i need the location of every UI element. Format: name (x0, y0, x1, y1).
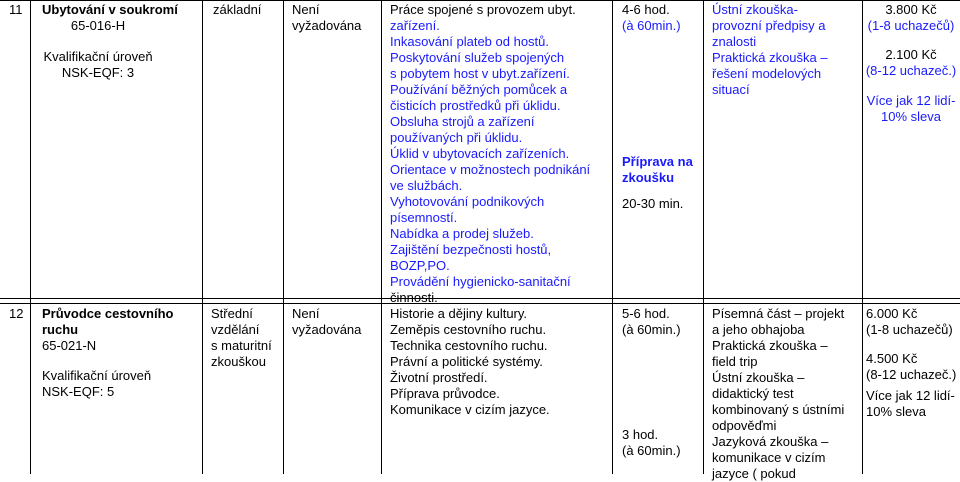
course-code: 65-016-H (70, 18, 126, 33)
exam-cell (712, 306, 844, 482)
exam-line: field trip (712, 354, 758, 369)
course-title: Ubytování v soukromí (42, 2, 178, 17)
preparation-label: Příprava na (622, 154, 693, 169)
price-note: Více jak 12 lidí- (866, 93, 956, 108)
requirement-text: Není (292, 2, 320, 17)
course-cell (42, 2, 178, 81)
exam-line: Jazyková zkouška – (712, 434, 829, 449)
qualification-level-label: Kvalifikační úroveň (42, 368, 152, 383)
hours-cell (622, 2, 681, 34)
price-cell (862, 2, 960, 125)
exam-line: Ústní zkouška- (712, 2, 798, 17)
exam-line: komunikace v cizím (712, 450, 826, 465)
exam-line: Písemná část – projekt (712, 306, 845, 321)
exam-line: a jeho obhajoba (712, 322, 805, 337)
column-border (202, 0, 203, 474)
hours-text: 3 hod. (622, 427, 659, 442)
qualification-level-value: NSK-EQF: 3 (61, 65, 135, 80)
content-cell (390, 306, 550, 418)
content-line: Nabídka a prodej služeb. (390, 226, 534, 241)
price-amount: 3.800 Kč (885, 2, 937, 17)
preparation-cell (622, 154, 693, 212)
preparation-duration: 20-30 min. (622, 196, 684, 211)
content-line: Obsluha strojů a zařízení (390, 114, 535, 129)
content-line: Úklid v ubytovacích zařízeních. (390, 146, 570, 161)
course-cell (42, 306, 174, 400)
education-text: Střední (211, 306, 253, 321)
content-line: Inkasování plateb od hostů. (390, 34, 550, 49)
requirement-text: vyžadována (292, 322, 362, 337)
requirement-cell (292, 2, 361, 34)
exam-line: kombinovaný s ústními (712, 402, 845, 417)
price-amount: 6.000 Kč (866, 306, 918, 321)
hours-text: 5-6 hod. (622, 306, 670, 321)
hours-text: (à 60min.) (622, 18, 681, 33)
content-line: Technika cestovního ruchu. (390, 338, 548, 353)
content-line: s pobytem host v ubyt.zařízení. (390, 66, 570, 81)
education-text: základní (213, 2, 262, 17)
content-line: Právní a politické systémy. (390, 354, 543, 369)
education-text: s maturitní (211, 338, 272, 353)
price-note: (1-8 uchazečů) (867, 18, 955, 33)
education-text: vzdělání (211, 322, 260, 337)
content-line: ve službách. (390, 178, 463, 193)
content-line: Příprava průvodce. (390, 386, 500, 401)
content-line: Životní prostředí. (390, 370, 488, 385)
content-line: Vyhotovování podnikových (390, 194, 545, 209)
hours-cell (622, 427, 681, 459)
content-cell (390, 2, 590, 306)
exam-line: znalosti (712, 34, 757, 49)
exam-line: Praktická zkouška – (712, 50, 828, 65)
price-note: 10% sleva (881, 109, 941, 124)
content-line: Orientace v možnostech podnikání (390, 162, 591, 177)
education-cell (213, 2, 261, 18)
price-note: (8-12 uchazeč.) (865, 63, 957, 78)
hours-cell (622, 306, 681, 338)
content-line: používaných při úklidu. (390, 130, 523, 145)
price-amount: 4.500 Kč (866, 351, 918, 366)
preparation-label: zkoušku (622, 170, 675, 185)
hours-text: (à 60min.) (622, 443, 681, 458)
column-border (283, 0, 284, 474)
education-cell (211, 306, 272, 370)
exam-cell (712, 2, 828, 98)
column-border (703, 0, 704, 474)
course-code: 65-021-N (42, 338, 97, 353)
qualification-level-value: NSK-EQF: 5 (42, 384, 115, 399)
content-line: Používání běžných pomůcek a (390, 82, 568, 97)
exam-line: Praktická zkouška – (712, 338, 828, 353)
content-line: Práce spojené s provozem ubyt. (390, 2, 576, 17)
content-line: zařízení. (390, 18, 440, 33)
hours-text: 4-6 hod. (622, 2, 670, 17)
content-line: Komunikace v cizím jazyce. (390, 402, 550, 417)
content-line: BOZP,PO. (390, 258, 450, 273)
exam-line: Ústní zkouška – (712, 370, 805, 385)
content-line: písemností. (390, 210, 458, 225)
price-note: 10% sleva (866, 404, 926, 419)
exam-line: provozní předpisy a (712, 18, 826, 33)
requirement-text: vyžadována (292, 18, 362, 33)
price-note: Více jak 12 lidí- (866, 388, 955, 403)
qualification-level-label: Kvalifikační úroveň (43, 49, 153, 64)
row-number: 12 (9, 306, 24, 321)
education-text: zkouškou (211, 354, 266, 369)
content-line: činnosti. (390, 290, 438, 305)
exam-line: didaktický test (712, 386, 794, 401)
content-line: Historie a dějiny kultury. (390, 306, 528, 321)
price-note: (1-8 uchazečů) (866, 322, 953, 337)
content-line: Zeměpis cestovního ruchu. (390, 322, 547, 337)
hours-text: (à 60min.) (622, 322, 681, 337)
column-border (381, 0, 382, 474)
column-border (612, 0, 613, 474)
course-title: Průvodce cestovního (42, 306, 174, 321)
price-note: (8-12 uchazeč.) (866, 367, 957, 382)
row-number: 11 (9, 2, 23, 17)
course-title: ruchu (42, 322, 79, 337)
exam-line: řešení modelových (712, 66, 822, 81)
price-cell (866, 306, 956, 420)
content-line: Zajištění bezpečnosti hostů, (390, 242, 552, 257)
column-border (30, 0, 31, 474)
content-line: Poskytování služeb spojených (390, 50, 565, 65)
content-line: Provádění hygienicko-sanitační (390, 274, 571, 289)
content-line: čisticích prostředků při úklidu. (390, 98, 561, 113)
exam-line: odpověďmi (712, 418, 777, 433)
exam-line: situací (712, 82, 750, 97)
price-amount: 2.100 Kč (885, 47, 937, 62)
exam-line: jazyce ( pokud (712, 466, 796, 481)
row-border (0, 0, 960, 1)
requirement-cell (292, 306, 361, 338)
requirement-text: Není (292, 306, 320, 321)
